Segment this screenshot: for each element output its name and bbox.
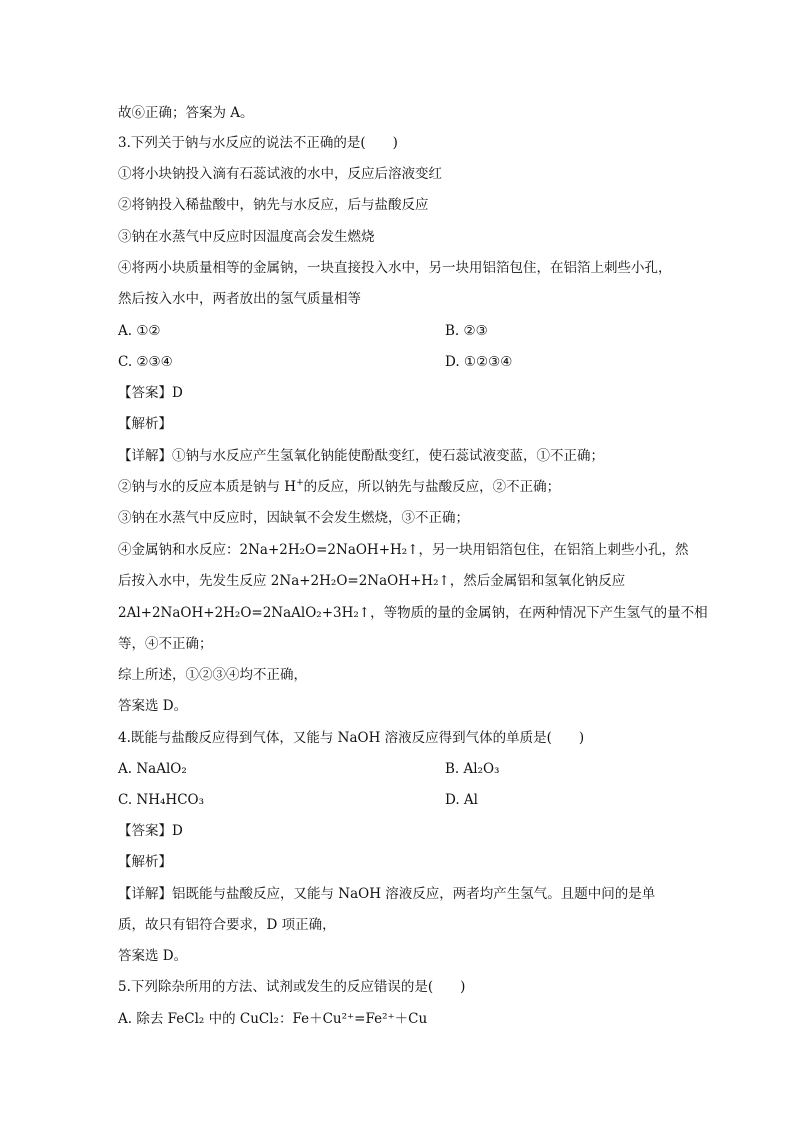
question-3-stem: 3.下列关于钠与水反应的说法不正确的是( ) xyxy=(118,135,398,151)
statement-3: ③钠在水蒸气中反应时因温度高会发生燃烧 xyxy=(118,229,375,245)
explanation-text: ②钠与水的反应本质是钠与 H xyxy=(118,479,297,495)
explanation-line: 【详解】铝既能与盐酸反应，又能与 NaOH 溶液反应，两者均产生氢气。且题中问的是单 xyxy=(118,886,656,902)
statement-4-line-1: ④将两小块质量相等的金属钠，一块直接投入水中，另一块用铝箔包住，在铝箔上刺些小孔， xyxy=(118,260,672,276)
explanation-line: 等，④不正确； xyxy=(118,636,213,652)
option-a: A. ①② xyxy=(118,323,161,339)
option-a: A. 除去 FeCl₂ 中的 CuCl₂：Fe＋Cu²⁺=Fe²⁺＋Cu xyxy=(118,1011,428,1027)
statement-1: ①将小块钠投入滴有石蕊试液的水中，反应后溶液变红 xyxy=(118,166,442,182)
statement-4-line-2: 然后按入水中，两者放出的氢气质量相等 xyxy=(118,291,361,307)
option-c: C. ②③④ xyxy=(118,354,173,370)
option-d: D. ①②③④ xyxy=(445,354,513,370)
explanation-line: 2Al+2NaOH+2H₂O=2NaAlO₂+3H₂↑，等物质的量的金属钠，在两种情况下产生氢气的量不相 xyxy=(118,605,708,621)
option-a: A. NaAlO₂ xyxy=(118,761,187,777)
option-b: B. Al₂O₃ xyxy=(445,761,500,777)
explanation-line: 后按入水中，先发生反应 2Na+2H₂O=2NaOH+H₂↑，然后金属铝和氢氧化钠反应 xyxy=(118,573,626,589)
question-5-stem: 5.下列除杂所用的方法、试剂或发生的反应错误的是( ) xyxy=(118,979,466,995)
answer-label: 【答案】D xyxy=(118,823,183,839)
analysis-label: 【解析】 xyxy=(118,854,172,870)
explanation-line xyxy=(118,478,560,496)
statement-2: ②将钠投入稀盐酸中，钠先与水反应，后与盐酸反应 xyxy=(118,197,429,213)
final-answer: 答案选 D。 xyxy=(118,698,188,714)
summary-line: 综上所述，①②③④均不正确， xyxy=(118,667,307,683)
text-line: 故⑥正确；答案为 A。 xyxy=(118,105,254,121)
explanation-line: ③钠在水蒸气中反应时，因缺氧不会发生燃烧，③不正确； xyxy=(118,510,469,526)
explanation-line: 质，故只有铝符合要求，D 项正确， xyxy=(118,917,336,933)
option-c: C. NH₄HCO₃ xyxy=(118,792,205,808)
explanation-line: ④金属钠和水反应：2Na+2H₂O=2NaOH+H₂↑，另一块用铝箔包住，在铝箔上刺些小孔，然 xyxy=(118,542,689,558)
final-answer: 答案选 D。 xyxy=(118,948,188,964)
superscript: + xyxy=(296,478,304,488)
analysis-label: 【解析】 xyxy=(118,416,172,432)
explanation-line: 【详解】①钠与水反应产生氢氧化钠能使酚酞变红，使石蕊试液变蓝，①不正确； xyxy=(118,448,604,464)
explanation-text: 的反应，所以钠先与盐酸反应，②不正确； xyxy=(303,479,561,495)
option-b: B. ②③ xyxy=(445,323,488,339)
answer-label: 【答案】D xyxy=(118,385,183,401)
question-4-stem: 4.既能与盐酸反应得到气体，又能与 NaOH 溶液反应得到气体的单质是( ) xyxy=(118,730,585,746)
option-d: D. Al xyxy=(445,792,478,808)
